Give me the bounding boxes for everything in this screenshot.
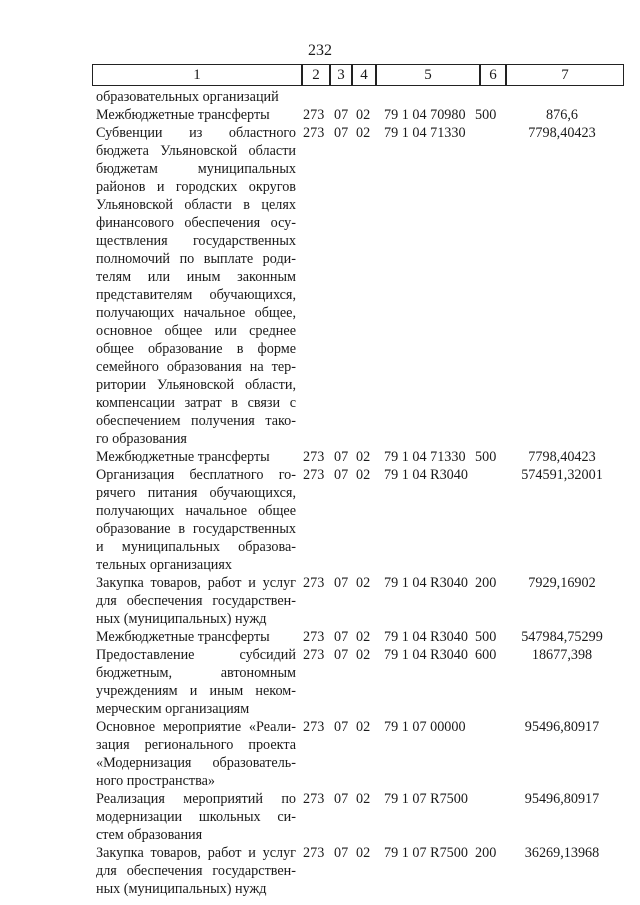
table-row (0, 718, 640, 790)
description-line: рячего питания обучающихся, (96, 485, 296, 501)
description-line: получающих начальное общее, (96, 305, 296, 321)
header-cell-6: 6 (480, 64, 506, 86)
description-line: тельных организациях (96, 557, 233, 573)
cell-c3: 07 (334, 107, 349, 123)
description-line: полномочий по выплате роди- (96, 251, 296, 267)
cell-c4: 02 (356, 791, 371, 807)
cell-c5: 79 1 04 R3040 (384, 467, 468, 483)
description-line: районов и городских округов (96, 179, 296, 195)
description-line: общее образование в форме (96, 341, 296, 357)
row-description (96, 88, 296, 106)
row-description (96, 466, 296, 574)
description-line: Межбюджетные трансферты (96, 107, 270, 123)
cell-c5: 79 1 04 70980 (384, 107, 466, 123)
cell-c3: 07 (334, 791, 349, 807)
cell-c6: 200 (475, 845, 497, 861)
description-line: телям или иным законным (96, 269, 296, 285)
header-cell-1: 1 (92, 64, 302, 86)
cell-c7: 547984,75299 (521, 629, 603, 645)
cell-c5: 79 1 04 R3040 (384, 647, 468, 663)
description-line: Организация бесплатного го- (96, 467, 296, 483)
description-line: Межбюджетные трансферты (96, 629, 270, 645)
table-row (0, 124, 640, 448)
cell-c2: 273 (303, 125, 325, 141)
description-line: Закупка товаров, работ и услуг (96, 845, 296, 861)
description-line: образование в государственных (96, 521, 296, 537)
cell-c4: 02 (356, 125, 371, 141)
description-line: и муниципальных образова- (96, 539, 296, 555)
cell-c5: 79 1 07 00000 (384, 719, 466, 735)
header-cell-3: 3 (330, 64, 352, 86)
cell-c3: 07 (334, 647, 349, 663)
header-cell-4: 4 (352, 64, 376, 86)
row-description (96, 448, 296, 466)
cell-c5: 79 1 04 R3040 (384, 575, 468, 591)
cell-c2: 273 (303, 845, 325, 861)
cell-c4: 02 (356, 575, 371, 591)
cell-c5: 79 1 07 R7500 (384, 845, 468, 861)
description-line: зация регионального проекта (96, 737, 296, 753)
description-line: образовательных организаций (96, 89, 279, 105)
cell-c2: 273 (303, 629, 325, 645)
description-line: для обеспечения государствен- (96, 863, 296, 879)
cell-c3: 07 (334, 845, 349, 861)
description-line: бюджетам муниципальных (96, 161, 296, 177)
page-number: 232 (308, 42, 332, 59)
description-line: для обеспечения государствен- (96, 593, 296, 609)
description-line: бюджетным, автономным (96, 665, 296, 681)
table-row (0, 790, 640, 844)
row-description (96, 628, 296, 646)
description-line: бюджета Ульяновской области (96, 143, 296, 159)
row-description (96, 790, 296, 844)
cell-c5: 79 1 04 R3040 (384, 629, 468, 645)
cell-c3: 07 (334, 125, 349, 141)
cell-c7: 876,6 (546, 107, 578, 123)
description-line: Реализация мероприятий по (96, 791, 296, 807)
cell-c7: 18677,398 (531, 647, 593, 663)
cell-c7: 574591,32001 (521, 467, 603, 483)
cell-c7: 7798,40423 (528, 449, 596, 465)
cell-c2: 273 (303, 719, 325, 735)
description-line: основное общее или среднее (96, 323, 296, 339)
cell-c6: 200 (475, 575, 497, 591)
cell-c5: 79 1 04 71330 (384, 449, 466, 465)
description-line: ществления государственных (96, 233, 296, 249)
description-line: модернизации школьных си- (96, 809, 296, 825)
cell-c6: 500 (475, 107, 497, 123)
cell-c6: 500 (475, 629, 497, 645)
description-line: стем образования (96, 827, 203, 843)
cell-c5: 79 1 07 R7500 (384, 791, 468, 807)
cell-c4: 02 (356, 845, 371, 861)
description-line: «Модернизация образователь- (96, 755, 296, 771)
description-line: ных (муниципальных) нужд (96, 881, 267, 897)
row-description (96, 718, 296, 790)
table-row (0, 106, 640, 124)
cell-c4: 02 (356, 647, 371, 663)
description-line: семейного образования на тер- (96, 359, 296, 375)
description-line: Основное мероприятие «Реали- (96, 719, 296, 735)
table-row (0, 448, 640, 466)
cell-c4: 02 (356, 629, 371, 645)
cell-c2: 273 (303, 575, 325, 591)
description-line: ритории Ульяновской области, (96, 377, 296, 393)
row-description (96, 574, 296, 628)
cell-c2: 273 (303, 791, 325, 807)
cell-c6: 500 (475, 449, 497, 465)
table-row (0, 466, 640, 574)
cell-c7: 95496,80917 (524, 719, 600, 735)
header-cell-2: 2 (302, 64, 330, 86)
cell-c7: 7929,16902 (528, 575, 596, 591)
cell-c4: 02 (356, 719, 371, 735)
cell-c3: 07 (334, 719, 349, 735)
table-row (0, 646, 640, 718)
cell-c3: 07 (334, 575, 349, 591)
cell-c4: 02 (356, 107, 371, 123)
row-description (96, 106, 296, 124)
cell-c2: 273 (303, 467, 325, 483)
description-line: ных (муниципальных) нужд (96, 611, 267, 627)
cell-c5: 79 1 04 71330 (384, 125, 466, 141)
description-line: Ульяновской области в целях (96, 197, 296, 213)
row-description (96, 646, 296, 718)
cell-c7: 7798,40423 (528, 125, 596, 141)
description-line: представителям обучающихся, (96, 287, 296, 303)
cell-c3: 07 (334, 629, 349, 645)
cell-c2: 273 (303, 107, 325, 123)
cell-c2: 273 (303, 449, 325, 465)
cell-c7: 36269,13968 (524, 845, 600, 861)
description-line: компенсации затрат в связи с (96, 395, 296, 411)
description-line: Межбюджетные трансферты (96, 449, 270, 465)
cell-c3: 07 (334, 467, 349, 483)
description-line: получающих начальное общее (96, 503, 296, 519)
cell-c2: 273 (303, 647, 325, 663)
row-description (96, 124, 296, 448)
cell-c6: 600 (475, 647, 497, 663)
table-row (0, 628, 640, 646)
cell-c4: 02 (356, 449, 371, 465)
table-row (0, 574, 640, 628)
header-cell-7: 7 (506, 64, 624, 86)
description-line: Закупка товаров, работ и услуг (96, 575, 296, 591)
cell-c3: 07 (334, 449, 349, 465)
description-line: учреждениям и иным неком- (96, 683, 296, 699)
description-line: финансового обеспечения осу- (96, 215, 296, 231)
description-line: мерческим организациям (96, 701, 250, 717)
header-cell-5: 5 (376, 64, 480, 86)
row-description (96, 844, 296, 898)
cell-c7: 95496,80917 (524, 791, 600, 807)
cell-c4: 02 (356, 467, 371, 483)
description-line: го образования (96, 431, 187, 447)
table-row (0, 88, 640, 106)
table-row (0, 844, 640, 898)
description-line: обеспечением получения тако- (96, 413, 296, 429)
description-line: Предоставление субсидий (96, 647, 296, 663)
description-line: Субвенции из областного (96, 125, 296, 141)
description-line: ного пространства» (96, 773, 215, 789)
